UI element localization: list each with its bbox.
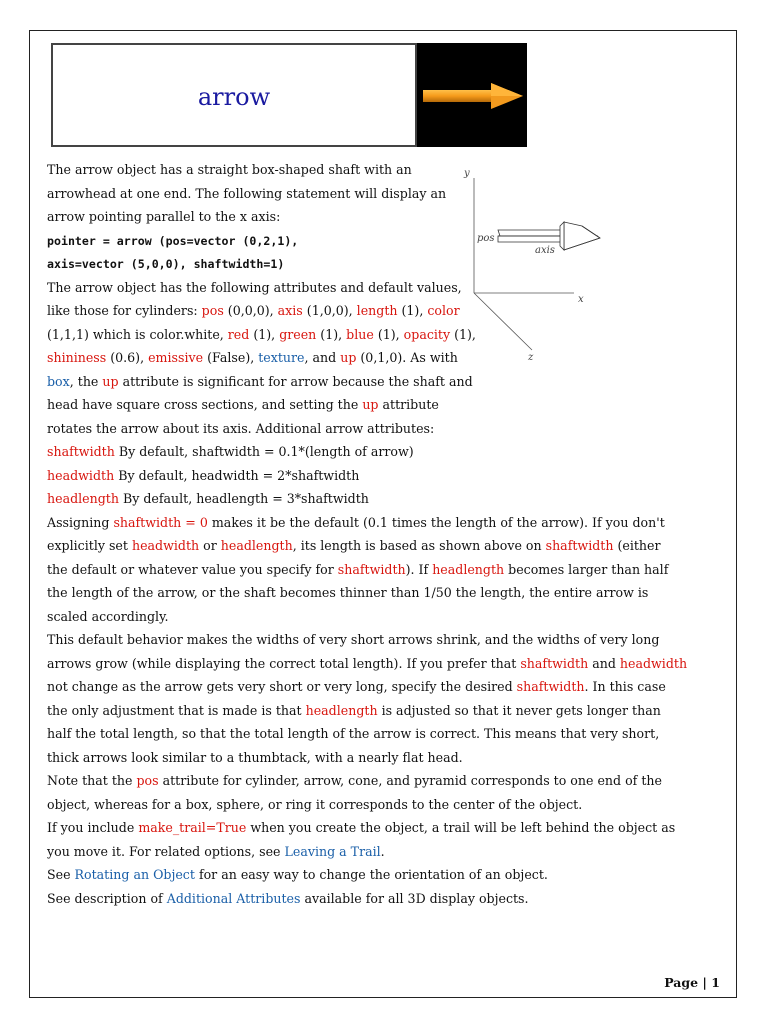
attribute-keyword: headlength bbox=[220, 538, 293, 553]
attribute-keyword: blue bbox=[346, 326, 374, 342]
text-run: (1,0,0), bbox=[302, 303, 357, 318]
text-run: thick arrows look similar to a thumbtack, with a nearly flat head. bbox=[47, 749, 463, 765]
text-run: See bbox=[47, 867, 75, 882]
attribute-keyword: shaftwidth bbox=[520, 655, 589, 671]
text-line bbox=[47, 652, 688, 676]
text-line bbox=[47, 746, 647, 770]
text-run: (1), bbox=[373, 326, 404, 342]
code-text: pointer = arrow (pos=vector (0,2,1), bbox=[47, 233, 299, 248]
text-run: (0.6), bbox=[106, 350, 149, 365]
text-run: Note that the bbox=[47, 773, 137, 788]
doc-link[interactable]: Leaving a Trail bbox=[284, 843, 381, 859]
text-line bbox=[47, 370, 647, 394]
attribute-keyword: length bbox=[356, 303, 398, 318]
text-run: attribute for cylinder, arrow, cone, and pyramid corresponds to one end of the bbox=[158, 773, 662, 788]
text-line bbox=[47, 534, 661, 558]
text-line bbox=[47, 252, 647, 276]
body-text bbox=[47, 158, 688, 910]
page-number: Page | 1 bbox=[664, 975, 720, 990]
text-run: Assigning bbox=[47, 514, 114, 530]
text-line bbox=[47, 769, 662, 793]
text-run: makes it be the default (0.1 times the length of the arrow). If you don't bbox=[207, 514, 665, 530]
text-run: and bbox=[588, 655, 620, 671]
text-run: arrow pointing parallel to the x axis: bbox=[47, 209, 281, 224]
text-run: rotates the arrow about its axis. Additional arrow attributes: bbox=[47, 420, 435, 436]
text-run: If you include bbox=[47, 820, 139, 835]
doc-link[interactable]: Rotating an Object bbox=[74, 867, 195, 882]
text-run: or bbox=[199, 538, 221, 553]
text-line bbox=[47, 816, 676, 840]
orange-arrow-icon bbox=[417, 43, 527, 147]
text-run: you move it. For related options, see bbox=[47, 843, 285, 859]
reference-keyword: box bbox=[47, 373, 70, 389]
text-run: not change as the arrow gets very short or very long, specify the desired bbox=[47, 679, 517, 694]
text-run: The arrow object has a straight box-shaped shaft with an bbox=[47, 162, 412, 177]
text-line bbox=[47, 793, 647, 817]
attribute-keyword: color bbox=[427, 303, 460, 318]
text-run: By default, shaftwidth = 0.1*(length of arrow) bbox=[114, 444, 414, 459]
text-run: ). If bbox=[405, 561, 433, 577]
text-line bbox=[47, 182, 647, 206]
text-run: (0,1,0). As with bbox=[356, 350, 458, 365]
page-title: arrow bbox=[197, 83, 271, 111]
attribute-keyword: headwidth bbox=[47, 467, 115, 483]
text-run: becomes larger than half bbox=[504, 561, 669, 577]
text-line bbox=[47, 511, 665, 535]
x-axis-label: x bbox=[578, 294, 584, 305]
attribute-keyword: make_trail=True bbox=[138, 820, 247, 835]
attribute-keyword: pos bbox=[201, 303, 224, 318]
text-run: , and bbox=[304, 350, 341, 365]
arrow-illustration bbox=[417, 43, 527, 147]
attribute-keyword: red bbox=[227, 326, 250, 342]
y-axis-label: y bbox=[464, 168, 470, 179]
attribute-keyword: axis bbox=[277, 303, 303, 318]
text-run: available for all 3D display objects. bbox=[300, 890, 529, 906]
attribute-keyword: shaftwidth = 0 bbox=[113, 514, 208, 530]
text-run: the default or whatever value you specify for bbox=[47, 561, 338, 577]
text-run: (False), bbox=[203, 350, 259, 365]
attribute-keyword: headlength bbox=[432, 561, 505, 577]
attribute-keyword: green bbox=[279, 326, 317, 342]
attribute-keyword: headlength bbox=[47, 491, 119, 506]
axis-label: axis bbox=[535, 245, 555, 256]
text-run: is adjusted so that it never gets longer than bbox=[377, 702, 661, 718]
z-axis-label: z bbox=[528, 352, 534, 363]
text-line bbox=[47, 699, 661, 723]
attribute-keyword: pos bbox=[136, 773, 159, 788]
text-run: , its length is based as shown above on bbox=[292, 538, 546, 553]
text-run: attribute bbox=[378, 397, 439, 412]
text-line bbox=[47, 346, 647, 370]
text-line bbox=[47, 628, 660, 652]
text-line bbox=[47, 440, 647, 464]
text-run: This default behavior makes the widths of very short arrows shrink, and the widths of very long bbox=[47, 632, 660, 647]
attribute-keyword: shaftwidth bbox=[516, 679, 585, 694]
text-run: . In this case bbox=[584, 679, 666, 694]
text-run: the length of the arrow, or the shaft becomes thinner than 1/50 the length, the entire arrow is bbox=[47, 585, 649, 600]
text-run: arrows grow (while displaying the correct total length). If you prefer that bbox=[47, 655, 521, 671]
attribute-keyword: shaftwidth bbox=[545, 538, 614, 553]
text-run: scaled accordingly. bbox=[47, 608, 169, 624]
doc-link[interactable]: Additional Attributes bbox=[166, 890, 301, 906]
text-run: arrowhead at one end. The following statement will display an bbox=[47, 185, 447, 201]
attribute-keyword: up bbox=[102, 373, 119, 389]
text-line bbox=[47, 558, 669, 582]
text-run: (1), bbox=[316, 326, 347, 342]
text-run: (1), bbox=[450, 326, 476, 342]
text-run: By default, headwidth = 2*shaftwidth bbox=[114, 467, 360, 483]
text-run: head have square cross sections, and setting the bbox=[47, 397, 363, 412]
text-line bbox=[47, 299, 647, 323]
attribute-keyword: emissive bbox=[148, 350, 204, 365]
text-line bbox=[47, 205, 647, 229]
text-run: (either bbox=[613, 538, 661, 553]
text-run: . bbox=[380, 843, 385, 859]
attribute-keyword: headwidth bbox=[131, 538, 200, 553]
attribute-keyword: opacity bbox=[403, 326, 451, 342]
attribute-keyword: up bbox=[340, 350, 357, 365]
text-run: (1), bbox=[249, 326, 280, 342]
pos-label: pos bbox=[477, 233, 495, 244]
text-line bbox=[47, 276, 647, 300]
text-run: for an easy way to change the orientation of an object. bbox=[194, 867, 548, 882]
text-line bbox=[47, 323, 647, 347]
code-text: axis=vector (5,0,0), shaftwidth=1) bbox=[47, 257, 285, 271]
text-line bbox=[47, 722, 660, 746]
text-run: like those for cylinders: bbox=[47, 303, 202, 318]
text-run: the only adjustment that is made is that bbox=[47, 702, 306, 718]
text-run: (1,1,1) which is color.white, bbox=[47, 326, 228, 342]
attribute-keyword: headwidth bbox=[619, 655, 688, 671]
text-run: attribute is significant for arrow because the shaft and bbox=[118, 373, 473, 389]
reference-keyword: texture bbox=[258, 350, 305, 365]
header-title-box bbox=[51, 43, 417, 147]
text-line bbox=[47, 863, 647, 887]
text-line bbox=[47, 840, 647, 864]
attribute-keyword: shaftwidth bbox=[337, 561, 406, 577]
text-run: explicitly set bbox=[47, 538, 132, 553]
text-run: (1), bbox=[397, 303, 428, 318]
text-line bbox=[47, 887, 647, 911]
text-run: half the total length, so that the total length of the arrow is correct. This means that very short, bbox=[47, 726, 660, 741]
attribute-keyword: up bbox=[362, 397, 379, 412]
text-run: (0,0,0), bbox=[223, 303, 278, 318]
text-run: By default, headlength = 3*shaftwidth bbox=[118, 491, 369, 506]
text-line bbox=[47, 464, 647, 488]
text-run: when you create the object, a trail will be left behind the object as bbox=[246, 820, 676, 835]
text-line bbox=[47, 487, 647, 511]
text-run: The arrow object has the following attributes and default values, bbox=[47, 279, 462, 295]
text-line bbox=[47, 417, 647, 441]
text-run: , the bbox=[69, 373, 103, 389]
text-line bbox=[47, 675, 666, 699]
attribute-keyword: headlength bbox=[305, 702, 378, 718]
text-line bbox=[47, 229, 647, 253]
text-line bbox=[47, 158, 647, 182]
text-line bbox=[47, 581, 647, 605]
text-line bbox=[47, 393, 647, 417]
text-run: See description of bbox=[47, 890, 167, 906]
attribute-keyword: shininess bbox=[47, 350, 107, 365]
text-run: object, whereas for a box, sphere, or ring it corresponds to the center of the object. bbox=[47, 796, 583, 812]
text-line bbox=[47, 605, 647, 629]
attribute-keyword: shaftwidth bbox=[47, 444, 115, 459]
